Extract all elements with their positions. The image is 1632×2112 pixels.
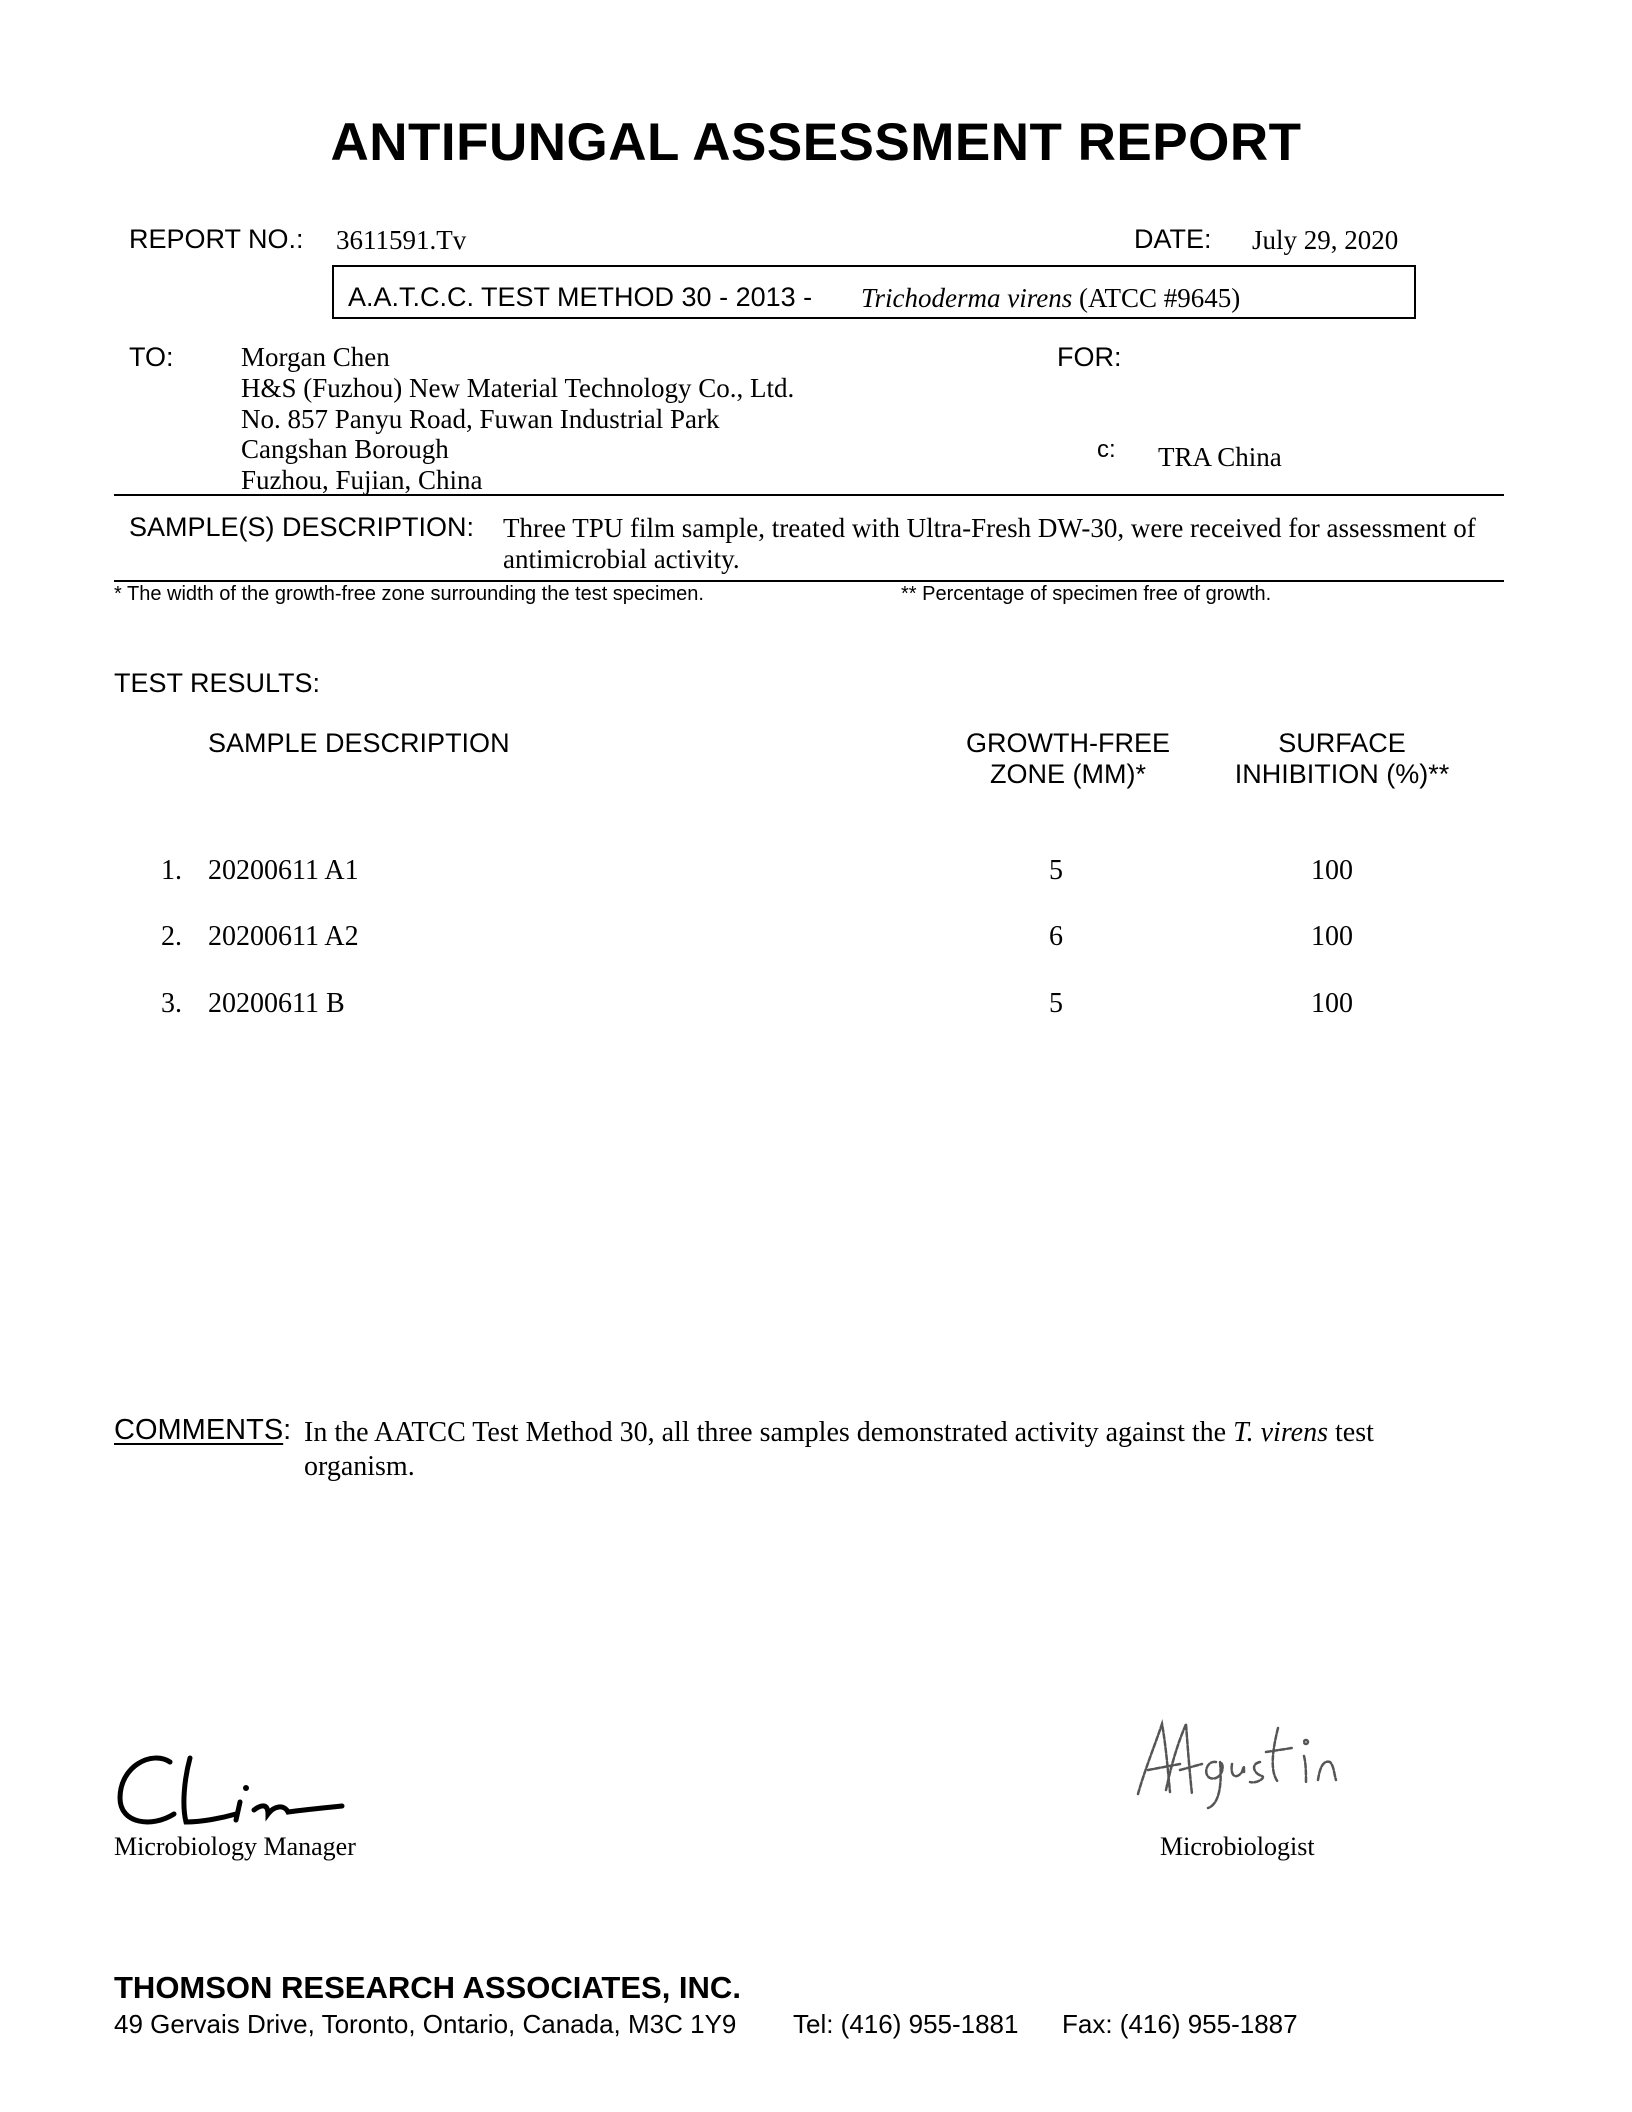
divider-top xyxy=(114,494,1504,496)
date-value: July 29, 2020 xyxy=(1252,225,1399,255)
comments-colon: : xyxy=(283,1414,292,1446)
report-no-label: REPORT NO.: xyxy=(129,224,304,254)
comments-text-pre: In the AATCC Test Method 30, all three samples demonstrated activity against the xyxy=(304,1417,1227,1448)
col-header-surface xyxy=(1222,728,1462,790)
recipient-company: H&S (Fuzhou) New Material Technology Co., Ltd. xyxy=(241,373,795,403)
manager-title: Microbiology Manager xyxy=(114,1832,356,1861)
comments-line-2: organism. xyxy=(304,1451,415,1482)
row-1-sample: 20200611 A1 xyxy=(208,855,359,886)
footer-address: 49 Gervais Drive, Toronto, Ontario, Canada, M3C 1Y9 xyxy=(114,2009,737,2039)
footer-fax: Fax: (416) 955-1887 xyxy=(1062,2009,1298,2039)
manager-signature xyxy=(112,1740,352,1840)
cc-label: c: xyxy=(1097,436,1116,463)
organism-name: Trichoderma virens xyxy=(861,283,1073,313)
date-label: DATE: xyxy=(1134,224,1212,254)
comments-heading xyxy=(114,1414,291,1447)
row-1-zone: 5 xyxy=(1049,855,1063,886)
test-results-label: TEST RESULTS: xyxy=(114,668,321,698)
row-3-number: 3. xyxy=(161,988,182,1019)
row-3-surface: 100 xyxy=(1311,988,1353,1019)
cc-value: TRA China xyxy=(1158,442,1282,472)
footer-company: THOMSON RESEARCH ASSOCIATES, INC. xyxy=(114,1970,741,2005)
row-2-number: 2. xyxy=(161,921,182,952)
recipient-address-2: Cangshan Borough xyxy=(241,434,449,464)
comments-text-post: test xyxy=(1335,1417,1374,1448)
col-header-sample: SAMPLE DESCRIPTION xyxy=(208,728,510,758)
to-label: TO: xyxy=(129,342,174,372)
footnote-surface: ** Percentage of specimen free of growth. xyxy=(901,583,1272,605)
page-title: ANTIFUNGAL ASSESSMENT REPORT xyxy=(330,113,1302,172)
sample-description-line-2: antimicrobial activity. xyxy=(503,544,740,574)
row-1-number: 1. xyxy=(161,855,182,886)
for-label: FOR: xyxy=(1057,342,1122,372)
report-no-value: 3611591.Tv xyxy=(336,225,467,255)
row-2-sample: 20200611 A2 xyxy=(208,921,359,952)
organism-atcc: (ATCC #9645) xyxy=(1079,283,1241,313)
comments-line-1 xyxy=(304,1417,1374,1449)
comments-organism: T. virens xyxy=(1233,1417,1329,1448)
col-header-zone-line-1: GROWTH-FREE xyxy=(966,728,1170,758)
footer-phone: Tel: (416) 955-1881 xyxy=(793,2009,1019,2039)
row-2-surface: 100 xyxy=(1311,921,1353,952)
row-1-surface: 100 xyxy=(1311,855,1353,886)
test-method-label: A.A.T.C.C. TEST METHOD 30 - 2013 - xyxy=(348,282,813,312)
divider-bottom xyxy=(114,580,1504,582)
col-header-surface-line-2: INHIBITION (%)** xyxy=(1234,759,1450,789)
recipient-address-1: No. 857 Panyu Road, Fuwan Industrial Park xyxy=(241,404,720,434)
test-organism xyxy=(861,283,1240,314)
sample-description-line-1: Three TPU film sample, treated with Ultra-Fresh DW-30, were received for assessment of xyxy=(503,513,1476,543)
microbiologist-title: Microbiologist xyxy=(1160,1832,1315,1861)
recipient-address-3: Fuzhou, Fujian, China xyxy=(241,465,483,495)
recipient-name: Morgan Chen xyxy=(241,342,390,372)
col-header-zone xyxy=(938,728,1198,790)
row-3-sample: 20200611 B xyxy=(208,988,345,1019)
microbiologist-signature xyxy=(1120,1712,1400,1822)
row-3-zone: 5 xyxy=(1049,988,1063,1019)
col-header-zone-line-2: ZONE (MM)* xyxy=(990,759,1146,789)
col-header-surface-line-1: SURFACE xyxy=(1278,728,1406,758)
sample-description-label: SAMPLE(S) DESCRIPTION: xyxy=(129,512,475,542)
row-2-zone: 6 xyxy=(1049,921,1063,952)
comments-label: COMMENTS xyxy=(114,1414,284,1446)
footnote-zone: * The width of the growth-free zone surrounding the test specimen. xyxy=(114,583,704,605)
